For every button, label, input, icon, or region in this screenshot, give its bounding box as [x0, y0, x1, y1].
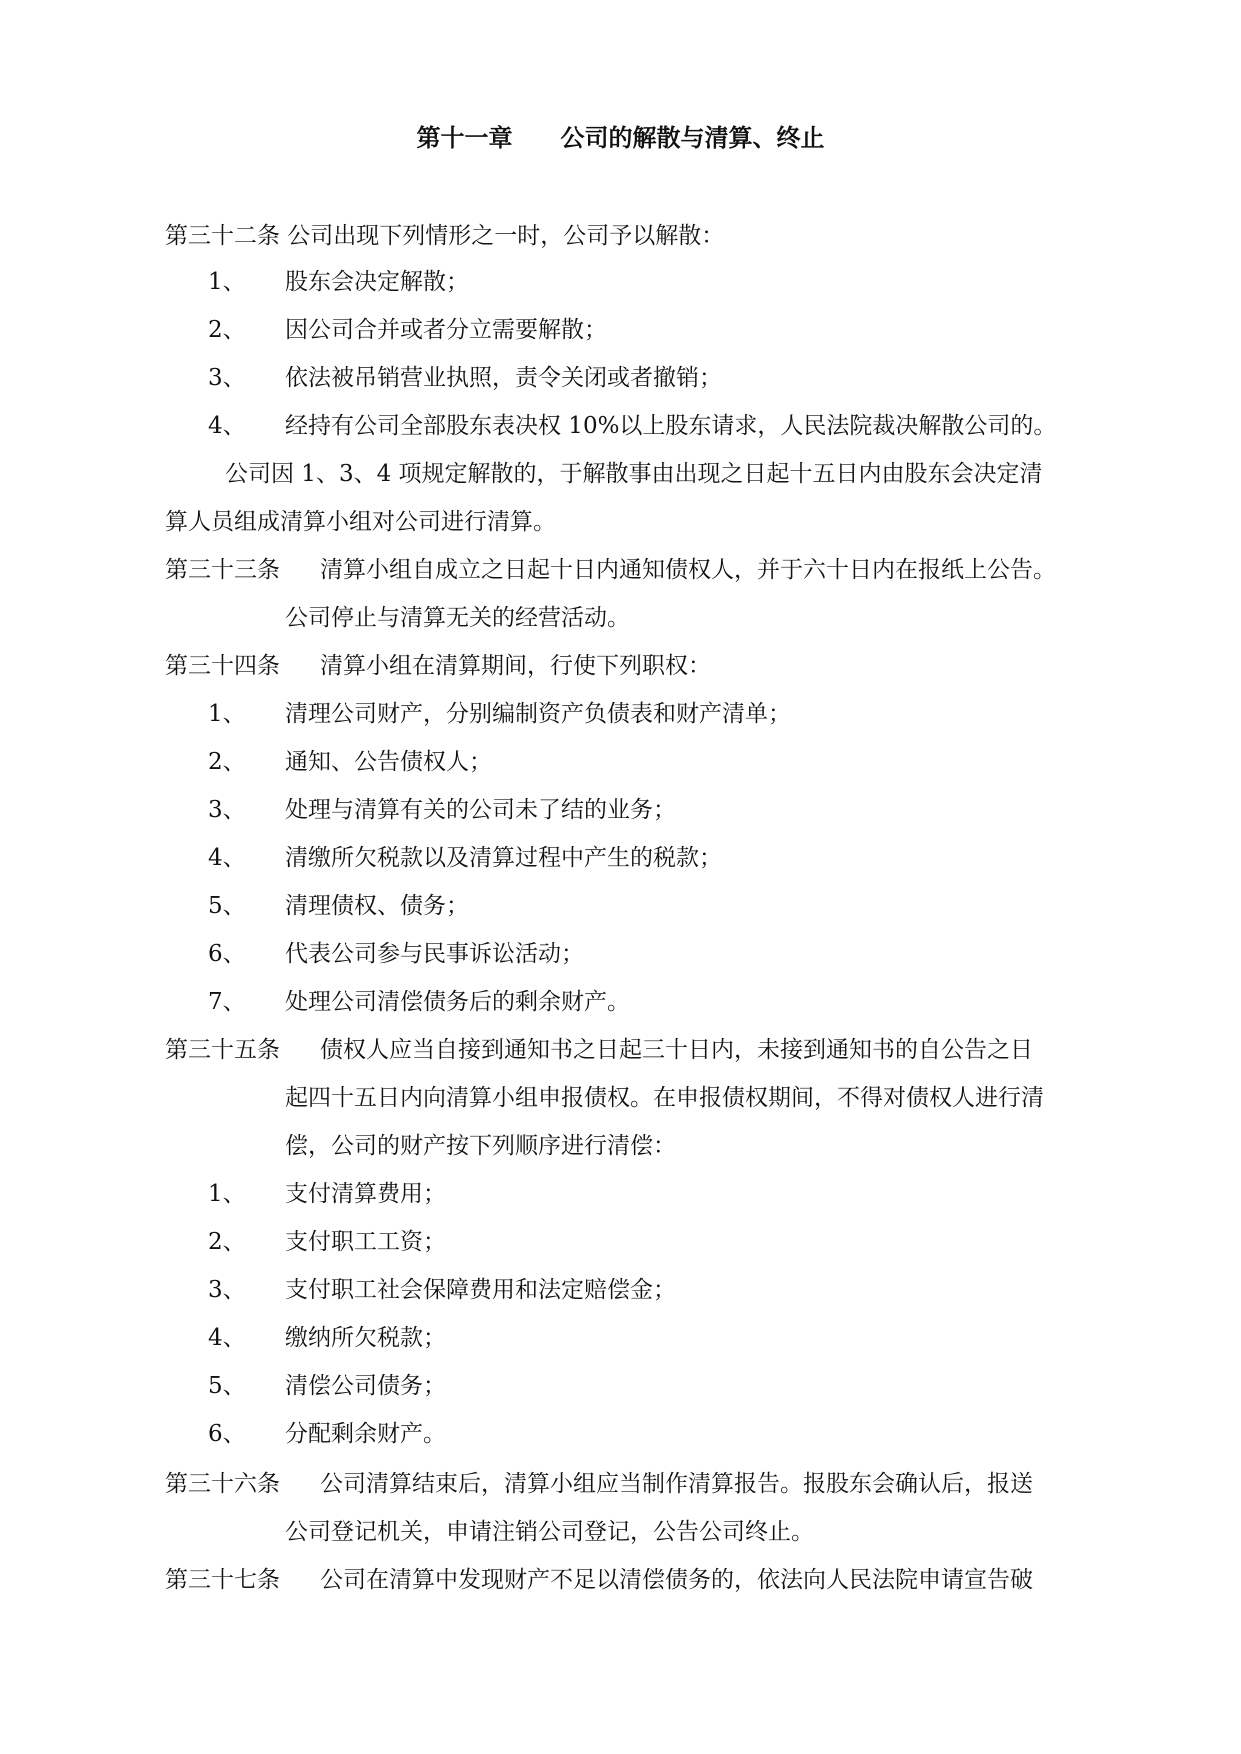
list-item-text: 因公司合并或者分立需要解散；: [285, 317, 607, 343]
list-item-number: 4、: [208, 845, 246, 871]
list-item-text: 缴纳所欠税款；: [285, 1325, 446, 1351]
list-item-text: 清缴所欠税款以及清算过程中产生的税款；: [285, 845, 722, 871]
article-32-note-line-1: 公司因 1、3、4 项规定解散的，于解散事由出现之日起十五日内由股东会决定清: [225, 461, 1043, 487]
list-item-text: 处理与清算有关的公司未了结的业务；: [285, 797, 676, 823]
list-item-text: 清偿公司债务；: [285, 1373, 446, 1399]
list-item-text: 经持有公司全部股东表决权 10%以上股东请求，人民法院裁决解散公司的。: [285, 413, 1057, 439]
list-item-number: 1、: [208, 701, 246, 727]
list-item-number: 5、: [208, 893, 246, 919]
article-34-line-1: 清算小组在清算期间，行使下列职权：: [320, 653, 711, 679]
article-32-heading: 第三十二条 公司出现下列情形之一时，公司予以解散：: [165, 223, 725, 249]
article-37-label: 第三十七条: [165, 1567, 280, 1593]
list-item-text: 依法被吊销营业执照，责令关闭或者撤销；: [285, 365, 722, 391]
list-item-number: 6、: [208, 1421, 246, 1447]
chapter-title: 第十一章 公司的解散与清算、终止: [416, 123, 825, 152]
list-item-text: 清理债权、债务；: [285, 893, 469, 919]
list-item-text: 处理公司清偿债务后的剩余财产。: [285, 989, 630, 1015]
list-item-number: 4、: [208, 413, 246, 439]
list-item-number: 1、: [208, 269, 246, 295]
article-35-line-3: 偿，公司的财产按下列顺序进行清偿：: [285, 1133, 676, 1159]
article-32-note-line-2: 算人员组成清算小组对公司进行清算。: [165, 509, 556, 535]
article-33-label: 第三十三条: [165, 557, 280, 583]
list-item-text: 支付职工社会保障费用和法定赔偿金；: [285, 1277, 676, 1303]
list-item-number: 4、: [208, 1325, 246, 1351]
list-item-number: 7、: [208, 989, 246, 1015]
article-34-label: 第三十四条: [165, 653, 280, 679]
list-item-number: 3、: [208, 797, 246, 823]
article-36-label: 第三十六条: [165, 1471, 280, 1497]
list-item-number: 2、: [208, 1229, 246, 1255]
list-item-number: 2、: [208, 317, 246, 343]
article-33-line-1: 清算小组自成立之日起十日内通知债权人，并于六十日内在报纸上公告。: [320, 557, 1056, 583]
article-36-line-2: 公司登记机关，申请注销公司登记，公告公司终止。: [285, 1519, 814, 1545]
list-item-number: 5、: [208, 1373, 246, 1399]
list-item-text: 分配剩余财产。: [285, 1421, 446, 1447]
article-35-label: 第三十五条: [165, 1037, 280, 1063]
list-item-text: 支付职工工资；: [285, 1229, 446, 1255]
list-item-text: 清理公司财产，分别编制资产负债表和财产清单；: [285, 701, 791, 727]
list-item-number: 2、: [208, 749, 246, 775]
list-item-text: 代表公司参与民事诉讼活动；: [285, 941, 584, 967]
article-35-line-1: 债权人应当自接到通知书之日起三十日内，未接到通知书的自公告之日: [320, 1037, 1033, 1063]
article-33-line-2: 公司停止与清算无关的经营活动。: [285, 605, 630, 631]
article-36-line-1: 公司清算结束后，清算小组应当制作清算报告。报股东会确认后，报送: [320, 1471, 1033, 1497]
article-35-line-2: 起四十五日内向清算小组申报债权。在申报债权期间，不得对债权人进行清: [285, 1085, 1044, 1111]
list-item-number: 1、: [208, 1181, 246, 1207]
list-item-text: 通知、公告债权人；: [285, 749, 492, 775]
article-37-line-1: 公司在清算中发现财产不足以清偿债务的，依法向人民法院申请宣告破: [320, 1567, 1033, 1593]
list-item-number: 6、: [208, 941, 246, 967]
list-item-number: 3、: [208, 1277, 246, 1303]
list-item-text: 支付清算费用；: [285, 1181, 446, 1207]
list-item-text: 股东会决定解散；: [285, 269, 469, 295]
list-item-number: 3、: [208, 365, 246, 391]
